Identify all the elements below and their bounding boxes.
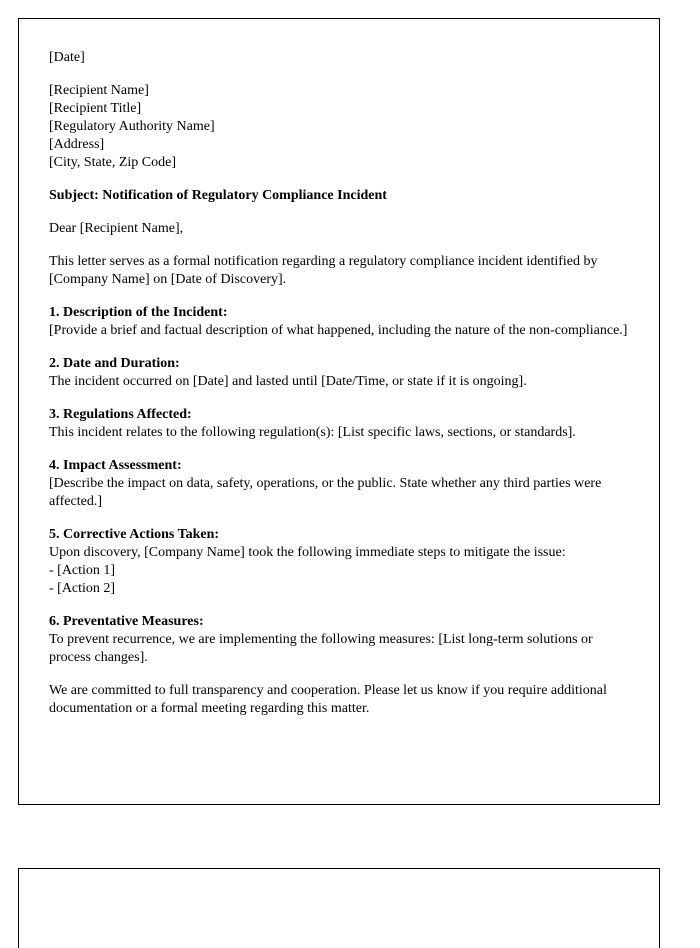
address-line: [Address] <box>49 137 105 152</box>
section-1-heading: 1. Description of the Incident: <box>49 305 228 320</box>
section-4-body: [Describe the impact on data, safety, operations, or the public. State whether any third parties were affected.] <box>49 476 602 509</box>
section-5 <box>49 526 629 598</box>
salutation: Dear [Recipient Name], <box>49 221 184 236</box>
section-6-body: To prevent recurrence, we are implementing the following measures: [List long-term solutions or process changes]. <box>49 632 593 665</box>
section-2-body: The incident occurred on [Date] and lasted until [Date/Time, or state if it is ongoing]. <box>49 374 527 389</box>
section-3-body: This incident relates to the following regulation(s): [List specific laws, sections, or standards]. <box>49 425 576 440</box>
letter-page-1 <box>18 18 660 805</box>
date-line: [Date] <box>49 50 85 65</box>
action-item-2: - [Action 2] <box>49 581 116 596</box>
section-2 <box>49 355 629 391</box>
recipient-block <box>49 82 629 172</box>
recipient-title-line: [Recipient Title] <box>49 101 142 116</box>
action-item-1: - [Action 1] <box>49 563 116 578</box>
section-1-body: [Provide a brief and factual description of what happened, including the nature of the non-compliance.] <box>49 323 628 338</box>
section-1 <box>49 304 629 340</box>
section-3-heading: 3. Regulations Affected: <box>49 407 192 422</box>
closing-paragraph: We are committed to full transparency and cooperation. Please let us know if you require additional documentation or a formal meeting regarding this matter. <box>49 683 607 716</box>
section-3 <box>49 406 629 442</box>
letter-page-2 <box>18 868 660 948</box>
section-5-body: Upon discovery, [Company Name] took the following immediate steps to mitigate the issue: <box>49 545 566 560</box>
section-4 <box>49 457 629 511</box>
intro-paragraph: This letter serves as a formal notification regarding a regulatory compliance incident identified by [Company Name] on [Date of Discovery]. <box>49 254 598 287</box>
subject-line: Subject: Notification of Regulatory Compliance Incident <box>49 188 387 203</box>
section-6-heading: 6. Preventative Measures: <box>49 614 204 629</box>
section-6 <box>49 613 629 667</box>
authority-name-line: [Regulatory Authority Name] <box>49 119 215 134</box>
city-state-zip-line: [City, State, Zip Code] <box>49 155 177 170</box>
section-4-heading: 4. Impact Assessment: <box>49 458 182 473</box>
section-5-heading: 5. Corrective Actions Taken: <box>49 527 220 542</box>
section-2-heading: 2. Date and Duration: <box>49 356 180 371</box>
recipient-name-line: [Recipient Name] <box>49 83 149 98</box>
